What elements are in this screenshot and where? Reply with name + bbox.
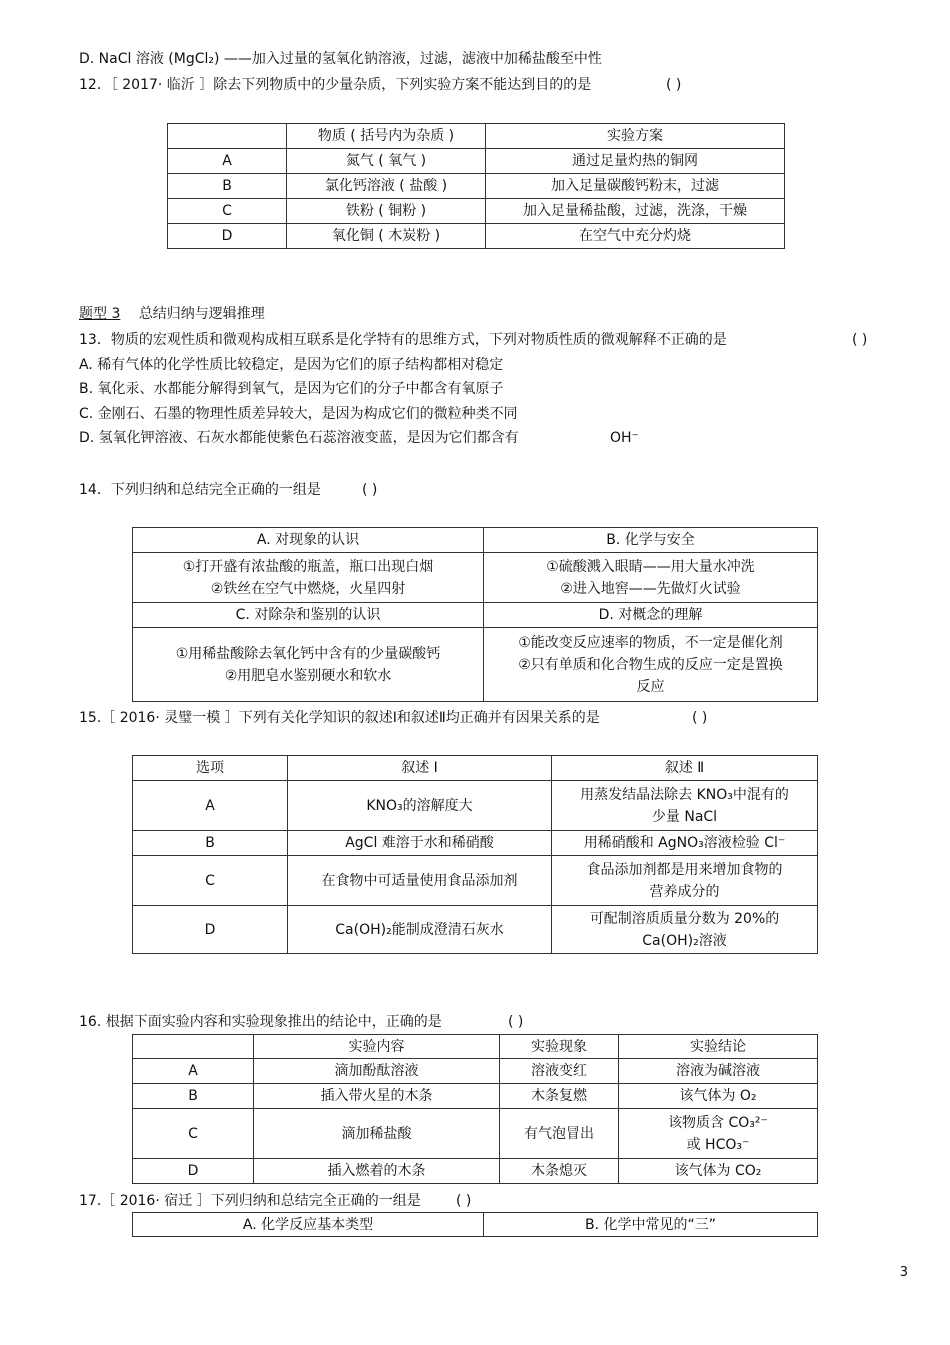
- table-cell: 木条熄灭: [500, 1159, 619, 1184]
- table-row: [133, 831, 818, 856]
- table-row: [133, 856, 818, 906]
- table-cell: C: [133, 1109, 254, 1159]
- table-header: 实验结论: [619, 1035, 818, 1059]
- table-row: [133, 906, 818, 954]
- table-cell: 铁粉 ( 铜粉 ): [287, 199, 486, 224]
- table-header: 实验内容: [254, 1035, 500, 1059]
- cell-line: ①打开盛有浓盐酸的瓶盖，瓶口出现白烟: [182, 558, 434, 575]
- cell-line: ②用肥皂水鉴别硬水和软水: [224, 667, 392, 684]
- cell-line: 用蒸发结晶法除去 KNO₃中混有的: [580, 786, 789, 803]
- option-d-text: D. NaCl 溶液 (MgCl₂) ——加入过量的氢氧化钠溶液，过滤，滤液中加稀盐酸至中性: [79, 51, 602, 67]
- table-row: [133, 1159, 818, 1184]
- table-cell: 滴加酚酞溶液: [254, 1059, 500, 1084]
- table-cell: C: [168, 199, 287, 224]
- table-cell: [133, 553, 484, 603]
- question-13-option-a: A. 稀有气体的化学性质比较稳定，是因为它们的原子结构都相对稳定: [79, 357, 504, 373]
- cell-line: 反应: [636, 678, 665, 695]
- table-cell: 溶液变红: [500, 1059, 619, 1084]
- table-cell: 通过足量灼热的铜网: [486, 149, 785, 174]
- table-cell: 有气泡冒出: [500, 1109, 619, 1159]
- table-row: [133, 1084, 818, 1109]
- table-row: [133, 1059, 818, 1084]
- question-16-answer-paren: ( ): [508, 1014, 524, 1030]
- section-title: 总结归纳与逻辑推理: [138, 306, 265, 322]
- table-cell: 插入带火星的木条: [254, 1084, 500, 1109]
- cell-line: 少量 NaCl: [651, 808, 718, 825]
- question-13-option-d: D. 氢氧化钾溶液、石灰水都能使紫色石蕊溶液变蓝，是因为它们都含有: [79, 430, 519, 446]
- table-cell: [552, 856, 818, 906]
- table-header: 叙述 Ⅱ: [552, 756, 818, 781]
- cell-line: ①硫酸溅入眼睛——用大量水冲洗: [546, 558, 755, 575]
- cell-line: Ca(OH)₂溶液: [642, 932, 727, 949]
- table-row: [168, 224, 785, 249]
- cell-line: ②进入地窖——先做灯火试验: [560, 580, 741, 597]
- table-cell: [484, 553, 818, 603]
- section-heading: [79, 305, 265, 323]
- cell-line: ①能改变反应速率的物质，不一定是催化剂: [518, 634, 783, 651]
- table-cell: 加入足量稀盐酸，过滤，洗涤，干燥: [486, 199, 785, 224]
- cell-line: 或 HCO₃⁻: [686, 1136, 750, 1153]
- table-header: [133, 1035, 254, 1059]
- question-12-stem: 12．［ 2017· 临沂 ］除去下列物质中的少量杂质，下列实验方案不能达到目的的是: [79, 77, 592, 93]
- question-12-answer-paren: ( ): [666, 77, 682, 93]
- cell-line: 营养成分的: [649, 883, 720, 900]
- cell-line: 该物质含 CO₃²⁻: [668, 1114, 768, 1131]
- question-17-answer-paren: ( ): [456, 1193, 472, 1209]
- question-15-table: [132, 755, 818, 954]
- table-cell: AgCl 难溶于水和稀硝酸: [288, 831, 552, 856]
- table-cell: 氯化钙溶液 ( 盐酸 ): [287, 174, 486, 199]
- cell-line: ②只有单质和化合物生成的反应一定是置换: [518, 656, 783, 673]
- question-14-stem: 14．下列归纳和总结完全正确的一组是: [79, 482, 321, 498]
- page-number: 3: [899, 1265, 908, 1280]
- table-cell: 加入足量碳酸钙粉末，过滤: [486, 174, 785, 199]
- table-cell: B: [133, 831, 288, 856]
- question-15-stem: 15.［ 2016· 灵璧一模 ］下列有关化学知识的叙述Ⅰ和叙述Ⅱ均正确并有因果关系的是: [79, 710, 600, 726]
- table-header: D. 对概念的理解: [484, 603, 818, 628]
- table-cell: 滴加稀盐酸: [254, 1109, 500, 1159]
- question-15-answer-paren: ( ): [692, 710, 708, 726]
- table-header: 实验方案: [486, 124, 785, 149]
- question-17-table: [132, 1212, 818, 1237]
- table-row: [133, 628, 818, 702]
- table-header: 选项: [133, 756, 288, 781]
- cell-line: 可配制溶质质量分数为 20%的: [589, 910, 780, 927]
- table-row: [168, 174, 785, 199]
- table-cell: [619, 1109, 818, 1159]
- table-cell: D: [133, 1159, 254, 1184]
- question-14-answer-paren: ( ): [362, 482, 378, 498]
- question-13-stem: 13．物质的宏观性质和微观构成相互联系是化学特有的思维方式，下列对物质性质的微观解释不正确的是: [79, 332, 727, 348]
- question-16-stem: 16. 根据下面实验内容和实验现象推出的结论中，正确的是: [79, 1014, 442, 1030]
- table-cell: 木条复燃: [500, 1084, 619, 1109]
- table-cell: [133, 628, 484, 702]
- table-row: [133, 553, 818, 603]
- table-cell: 在食物中可适量使用食品添加剂: [288, 856, 552, 906]
- question-17-stem: 17.［ 2016· 宿迁 ］下列归纳和总结完全正确的一组是: [79, 1193, 421, 1209]
- table-cell: D: [133, 906, 288, 954]
- question-13-option-b: B. 氧化汞、水都能分解得到氧气，是因为它们的分子中都含有氧原子: [79, 381, 504, 397]
- table-header: 叙述 Ⅰ: [288, 756, 552, 781]
- table-header: B. 化学中常见的“三”: [484, 1213, 818, 1237]
- table-cell: 溶液为碱溶液: [619, 1059, 818, 1084]
- question-14-table: [132, 527, 818, 702]
- cell-line: ①用稀盐酸除去氧化钙中含有的少量碳酸钙: [175, 645, 441, 662]
- table-row: [168, 149, 785, 174]
- table-header: B. 化学与安全: [484, 528, 818, 553]
- table-cell: [484, 628, 818, 702]
- table-cell: 该气体为 O₂: [619, 1084, 818, 1109]
- question-12-table: [167, 123, 785, 249]
- table-cell: 氧化铜 ( 木炭粉 ): [287, 224, 486, 249]
- cell-line: ②铁丝在空气中燃烧，火星四射: [210, 580, 406, 597]
- table-cell: C: [133, 856, 288, 906]
- table-header: 实验现象: [500, 1035, 619, 1059]
- table-cell: [552, 906, 818, 954]
- table-cell: A: [168, 149, 287, 174]
- table-row: [168, 199, 785, 224]
- table-row: [133, 1109, 818, 1159]
- table-cell: 插入燃着的木条: [254, 1159, 500, 1184]
- table-header: C. 对除杂和鉴别的认识: [133, 603, 484, 628]
- question-13-option-d-tail: OH⁻: [610, 430, 639, 446]
- table-header: A. 对现象的认识: [133, 528, 484, 553]
- cell-line: 食品添加剂都是用来增加食物的: [586, 861, 783, 878]
- table-row: [133, 781, 818, 831]
- question-16-table: [132, 1034, 818, 1184]
- table-cell: B: [168, 174, 287, 199]
- table-header: 物质 ( 括号内为杂质 ): [287, 124, 486, 149]
- table-cell: A: [133, 1059, 254, 1084]
- table-cell: 在空气中充分灼烧: [486, 224, 785, 249]
- table-cell: B: [133, 1084, 254, 1109]
- table-cell: 氮气 ( 氧气 ): [287, 149, 486, 174]
- table-header: A. 化学反应基本类型: [133, 1213, 484, 1237]
- table-cell: KNO₃的溶解度大: [288, 781, 552, 831]
- question-13-option-c: C. 金刚石、石墨的物理性质差异较大，是因为构成它们的微粒种类不同: [79, 406, 518, 422]
- table-cell: Ca(OH)₂能制成澄清石灰水: [288, 906, 552, 954]
- section-label: 题型 3: [79, 306, 121, 322]
- table-cell: 该气体为 CO₂: [619, 1159, 818, 1184]
- table-cell: 用稀硝酸和 AgNO₃溶液检验 Cl⁻: [552, 831, 818, 856]
- table-header: [168, 124, 287, 149]
- question-13-answer-paren: ( ): [852, 332, 868, 348]
- table-cell: D: [168, 224, 287, 249]
- table-cell: [552, 781, 818, 831]
- table-cell: A: [133, 781, 288, 831]
